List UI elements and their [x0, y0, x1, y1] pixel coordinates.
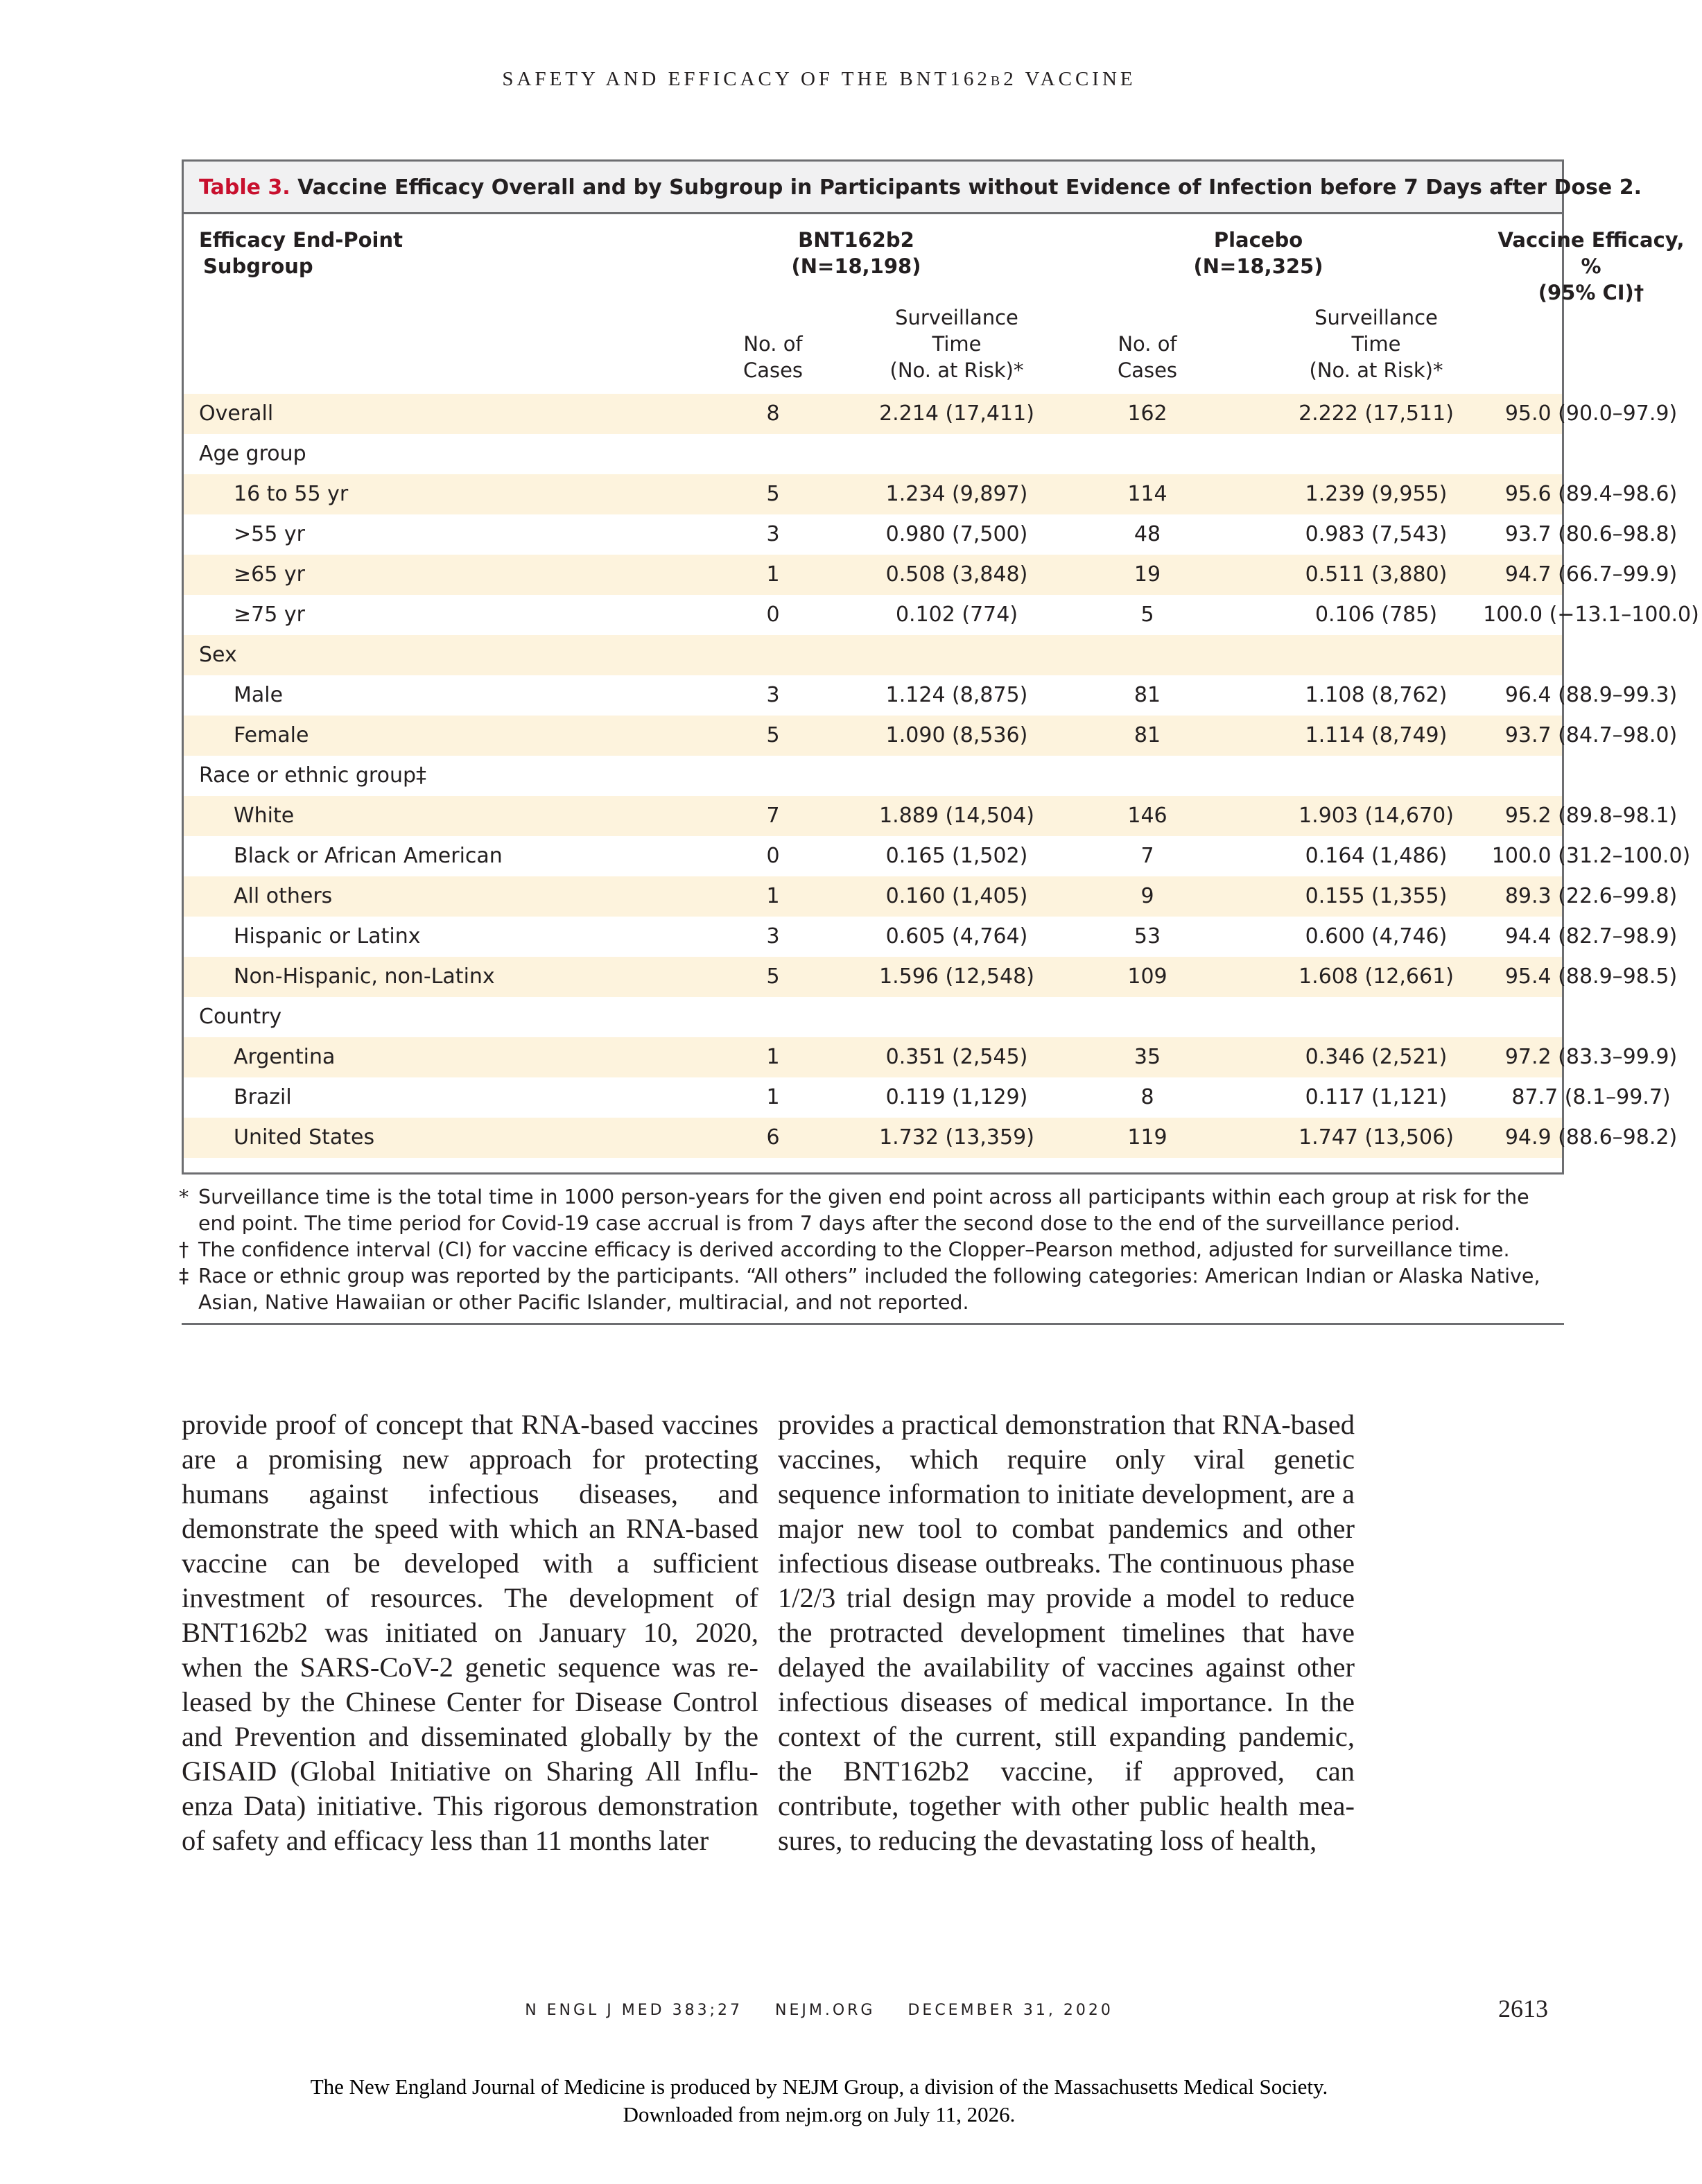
header-placebo: Placebo (N=18,325)	[1193, 228, 1323, 278]
table-row: Female 5 1.090 (8,536) 81 1.114 (8,749) 93.7 (84.7–98.0)	[184, 716, 1562, 756]
download-notice: The New England Journal of Medicine is produced by NEJM Group, a division of the Massachusetts Medical Society. Downloaded from nejm.org on July 11, 2026.	[310, 2074, 1328, 2126]
table-row: Black or African American 0 0.165 (1,502) 7 0.164 (1,486) 100.0 (31.2–100.0)	[234, 844, 1691, 868]
table-row: United States 6 1.732 (13,359) 119 1.747 (13,506) 94.9 (88.6–98.2)	[184, 1118, 1562, 1158]
header-endpoint: Efficacy End-Point Subgroup	[199, 228, 403, 278]
table-row-group-heading: Race or ethnic group‡	[199, 763, 427, 788]
issue-date: DECEMBER 31, 2020	[908, 2002, 1113, 2019]
footnote: * Surveillance time is the total time in 1000 person-years for the given end point across all participants within each group at risk for the end point. The time period for Covid-19 case accrual is from 7 days after the second dose to the end of the surveillance period.	[179, 1186, 1529, 1235]
journal-site: NEJM.ORG	[775, 2002, 876, 2019]
table-row-group-heading: Age group	[199, 442, 306, 466]
table-row: All others 1 0.160 (1,405) 9 0.155 (1,355) 89.3 (22.6–99.8)	[184, 876, 1562, 917]
table-caption-text: Vaccine Efficacy Overall and by Subgroup in Participants without Evidence of Infection before 7 Days after Dose 2.	[297, 175, 1642, 200]
table-label: Table 3.	[199, 175, 290, 200]
subheader-placebo-cases: No. of Cases	[1117, 332, 1178, 382]
table-row-group-heading: Sex	[184, 635, 1562, 675]
table-row: 16 to 55 yr 5 1.234 (9,897) 114 1.239 (9,955) 95.6 (89.4–98.6)	[184, 474, 1562, 514]
table-caption	[184, 162, 1642, 214]
table-row-group-heading: Country	[199, 1005, 282, 1029]
table-row: ≥75 yr 0 0.102 (774) 5 0.106 (785) 100.0 (−13.1–100.0)	[234, 603, 1699, 627]
subheader-bnt-cases: No. of Cases	[743, 332, 804, 382]
running-head: SAFETY AND EFFICACY OF THE BNT162b2 VACCINE	[502, 68, 1136, 90]
footnote: † The confidence interval (CI) for vaccine efficacy is derived according to the Clopper–Pearson method, adjusted for surveillance time.	[179, 1238, 1510, 1261]
table-row: Overall 8 2.214 (17,411) 162 2.222 (17,511) 95.0 (90.0–97.9)	[184, 394, 1562, 434]
efficacy-table	[182, 159, 1699, 1175]
footnote: ‡ Race or ethnic group was reported by the participants. “All others” included the following categories: American Indian or Alaska Native, Asian, Native Hawaiian or other Pacific Islander, multiracial, and not reported.	[179, 1265, 1540, 1314]
header-bnt162b2: BNT162b2 (N=18,198)	[791, 228, 921, 278]
subheader-bnt-time: Surveillance Time (No. at Risk)*	[889, 306, 1024, 382]
table-row: ≥65 yr 1 0.508 (3,848) 19 0.511 (3,880) 94.7 (66.7–99.9)	[184, 555, 1562, 595]
footnote-divider	[182, 1323, 1564, 1325]
table-row: Non-Hispanic, non-Latinx 5 1.596 (12,548) 109 1.608 (12,661) 95.4 (88.9–98.5)	[184, 957, 1562, 997]
page-footer	[0, 2002, 1638, 2019]
subheader-placebo-time: Surveillance Time (No. at Risk)*	[1309, 306, 1443, 382]
table-row: >55 yr 3 0.980 (7,500) 48 0.983 (7,543) 93.7 (80.6–98.8)	[234, 522, 1678, 546]
table-row: White 7 1.889 (14,504) 146 1.903 (14,670) 95.2 (89.8–98.1)	[184, 796, 1562, 836]
table-footnotes	[179, 1184, 1565, 1316]
page-number: 2613	[1498, 1995, 1548, 2022]
table-row: Argentina 1 0.351 (2,545) 35 0.346 (2,521) 97.2 (83.3–99.9)	[184, 1037, 1562, 1077]
body-text-left-column: provide proof of concept that RNA-based vaccines are a promising new approach for protecting humans against infectious diseases, and demonstrate the speed with which an RNA-based vaccine can be developed with a sufficient investment of resources. The development of BNT162b2 was initiated on January 10, 2020, when the SARS-CoV-2 genetic sequence was released by the Chinese Center for Disease Control and Prevention and disseminated globally by the GISAID (Global Initiative on Sharing All Influenza Data) initiative. This rigorous demonstration of safety and efficacy less than 11 months later	[182, 1409, 758, 1856]
table-row: Brazil 1 0.119 (1,129) 8 0.117 (1,121) 87.7 (8.1–99.7)	[234, 1085, 1671, 1109]
journal-citation: N ENGL J MED 383;27	[525, 2002, 743, 2019]
body-text-right-column: provides a practical demonstration that RNA-based vaccines, which require only viral genetic sequence information to initiate development, are a major new tool to combat pandemics and other infectious disease outbreaks. The continuous phase 1/2/3 trial design may provide a model to reduce the protracted development timelines that have delayed the availability of vaccines against other infectious diseases of medical importance. In the context of the current, still expanding pandemic, the BNT162b2 vaccine, if approved, can contribute, together with other public health measures, to reducing the devastating loss of health,	[778, 1409, 1355, 1856]
table-body	[184, 394, 1699, 1158]
header-vaccine-efficacy: Vaccine Efficacy, % (95% CI)†	[1497, 228, 1685, 304]
table-row: Male 3 1.124 (8,875) 81 1.108 (8,762) 96.4 (88.9–99.3)	[234, 683, 1678, 707]
table-row: Hispanic or Latinx 3 0.605 (4,764) 53 0.600 (4,746) 94.4 (82.7–98.9)	[234, 924, 1678, 948]
